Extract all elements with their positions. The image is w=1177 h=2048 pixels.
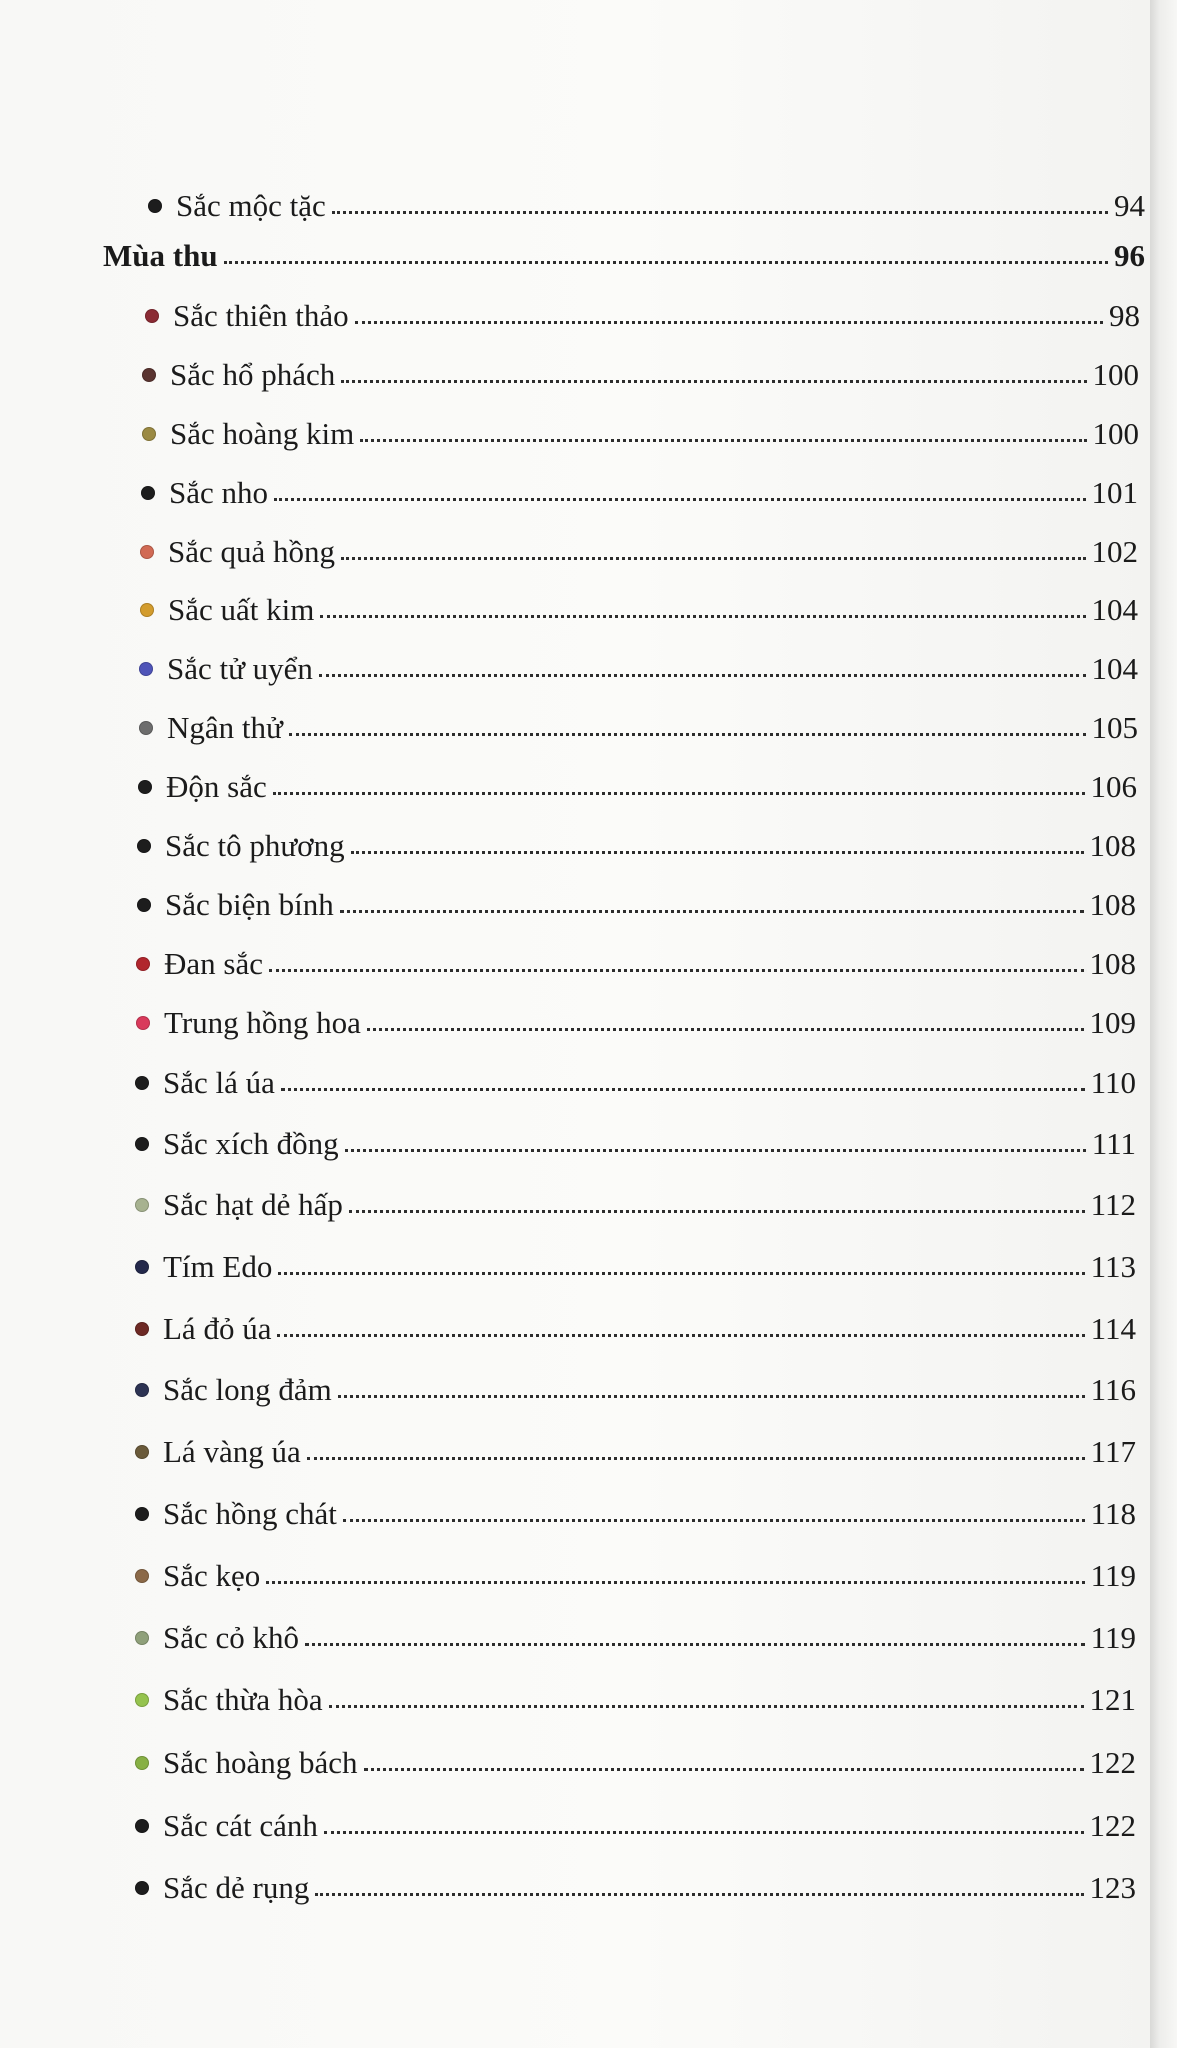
toc-entry bbox=[135, 1189, 1136, 1220]
toc-label: Sắc quả hồng bbox=[168, 534, 336, 569]
toc-entry bbox=[138, 771, 1137, 802]
toc-label: Sắc lá úa bbox=[163, 1065, 275, 1100]
toc-page-number: 109 bbox=[1089, 1005, 1136, 1040]
toc-entry bbox=[148, 190, 1145, 221]
toc-page-number: 119 bbox=[1090, 1620, 1136, 1655]
toc-label: Sắc biện bính bbox=[165, 887, 334, 922]
dot-leader bbox=[281, 1088, 1085, 1091]
toc-label: Sắc hạt dẻ hấp bbox=[163, 1187, 343, 1222]
toc-page-number: 108 bbox=[1089, 887, 1136, 922]
toc-label: Sắc cỏ khô bbox=[163, 1620, 300, 1655]
bullet-icon bbox=[135, 1569, 149, 1583]
dot-leader bbox=[355, 321, 1103, 324]
toc-entry bbox=[135, 1128, 1136, 1159]
dot-leader bbox=[224, 261, 1108, 264]
bullet-icon bbox=[139, 662, 153, 676]
toc-page-number: 102 bbox=[1091, 534, 1138, 569]
toc-page-number: 108 bbox=[1089, 946, 1136, 981]
dot-leader bbox=[319, 674, 1086, 677]
toc-label: Ngân thử bbox=[167, 710, 283, 745]
toc-label: Đan sắc bbox=[164, 946, 263, 981]
toc-label: Sắc kẹo bbox=[163, 1558, 261, 1593]
bullet-icon bbox=[135, 1881, 149, 1895]
toc-section-heading bbox=[103, 240, 1145, 271]
dot-leader bbox=[329, 1705, 1084, 1708]
toc-label: Sắc dẻ rụng bbox=[163, 1870, 310, 1905]
dot-leader bbox=[320, 615, 1085, 618]
dot-leader bbox=[340, 910, 1084, 913]
toc-entry bbox=[137, 889, 1136, 920]
toc-page-number: 119 bbox=[1090, 1558, 1136, 1593]
toc-label: Sắc nho bbox=[169, 475, 269, 510]
toc-page-number: 101 bbox=[1091, 475, 1138, 510]
dot-leader bbox=[349, 1210, 1085, 1213]
toc-entry bbox=[135, 1684, 1136, 1715]
toc-label: Sắc long đảm bbox=[163, 1372, 332, 1407]
toc-label: Sắc hoàng kim bbox=[170, 416, 355, 451]
dot-leader bbox=[289, 733, 1086, 736]
dot-leader bbox=[324, 1831, 1084, 1834]
bullet-icon bbox=[142, 368, 156, 382]
bullet-icon bbox=[135, 1756, 149, 1770]
bullet-icon bbox=[138, 780, 152, 794]
page-edge-shadow bbox=[1150, 0, 1177, 2048]
toc-label: Trung hồng hoa bbox=[164, 1005, 361, 1040]
toc-page-number: 98 bbox=[1109, 298, 1140, 333]
bullet-icon bbox=[135, 1631, 149, 1645]
dot-leader bbox=[315, 1893, 1083, 1896]
bullet-icon bbox=[137, 898, 151, 912]
toc-entry bbox=[135, 1436, 1136, 1467]
toc-entry bbox=[140, 594, 1138, 625]
bullet-icon bbox=[140, 545, 154, 559]
bullet-icon bbox=[135, 1137, 149, 1151]
toc-entry bbox=[142, 418, 1139, 449]
toc-page-number: 122 bbox=[1089, 1808, 1136, 1843]
toc-label: Sắc tử uyển bbox=[167, 651, 313, 686]
toc-label: Độn sắc bbox=[166, 769, 267, 804]
dot-leader bbox=[277, 1334, 1084, 1337]
toc-page-number: 122 bbox=[1089, 1745, 1136, 1780]
dot-leader bbox=[305, 1643, 1085, 1646]
toc-label: Sắc uất kim bbox=[168, 592, 315, 627]
bullet-icon bbox=[136, 1016, 150, 1030]
dot-leader bbox=[269, 969, 1084, 972]
toc-label: Sắc thừa hòa bbox=[163, 1682, 323, 1717]
bullet-icon bbox=[135, 1507, 149, 1521]
toc-page-number: 111 bbox=[1091, 1126, 1136, 1161]
toc-page-number: 118 bbox=[1090, 1496, 1136, 1531]
toc-page-number: 104 bbox=[1091, 592, 1138, 627]
bullet-icon bbox=[135, 1076, 149, 1090]
toc-page-number: 113 bbox=[1090, 1249, 1136, 1284]
toc-label: Sắc hồng chát bbox=[163, 1496, 337, 1531]
dot-leader bbox=[367, 1028, 1084, 1031]
toc-entry bbox=[135, 1747, 1136, 1778]
toc-entry bbox=[137, 830, 1136, 861]
bullet-icon bbox=[145, 309, 159, 323]
toc-entry bbox=[135, 1810, 1136, 1841]
toc-entry bbox=[136, 1007, 1136, 1038]
toc-label: Sắc mộc tặc bbox=[176, 188, 326, 223]
bullet-icon bbox=[148, 199, 162, 213]
bullet-icon bbox=[137, 839, 151, 853]
toc-label: Sắc cát cánh bbox=[163, 1808, 318, 1843]
toc-label: Sắc hoàng bách bbox=[163, 1745, 358, 1780]
dot-leader bbox=[360, 439, 1086, 442]
toc-entry bbox=[135, 1374, 1136, 1405]
dot-leader bbox=[343, 1519, 1085, 1522]
bullet-icon bbox=[135, 1383, 149, 1397]
toc-page-number: 123 bbox=[1089, 1870, 1136, 1905]
toc-entry bbox=[135, 1067, 1136, 1098]
toc-page-number: 112 bbox=[1090, 1187, 1136, 1222]
bullet-icon bbox=[135, 1260, 149, 1274]
toc-entry bbox=[141, 477, 1138, 508]
toc-page-number: 108 bbox=[1089, 828, 1136, 863]
toc-entry bbox=[142, 359, 1139, 390]
toc-entry bbox=[136, 948, 1136, 979]
dot-leader bbox=[332, 211, 1108, 214]
dot-leader bbox=[351, 851, 1084, 854]
toc-page-number: 100 bbox=[1092, 357, 1139, 392]
toc-page-number: 114 bbox=[1090, 1311, 1136, 1346]
toc-entry bbox=[140, 536, 1138, 567]
bullet-icon bbox=[135, 1198, 149, 1212]
toc-page-number: 100 bbox=[1092, 416, 1139, 451]
toc-page-number: 104 bbox=[1091, 651, 1138, 686]
bullet-icon bbox=[139, 721, 153, 735]
toc-page-number: 117 bbox=[1090, 1434, 1136, 1469]
bullet-icon bbox=[142, 427, 156, 441]
toc-page-number: 94 bbox=[1114, 188, 1145, 223]
toc-label: Lá đỏ úa bbox=[163, 1311, 272, 1346]
toc-entry bbox=[135, 1622, 1136, 1653]
toc-page-number: 110 bbox=[1090, 1065, 1136, 1100]
toc-page-number: 96 bbox=[1114, 238, 1145, 273]
toc-page-number: 106 bbox=[1090, 769, 1137, 804]
bullet-icon bbox=[135, 1322, 149, 1336]
toc-page-number: 121 bbox=[1089, 1682, 1136, 1717]
dot-leader bbox=[307, 1457, 1085, 1460]
toc-entry bbox=[135, 1313, 1136, 1344]
toc-entry bbox=[135, 1498, 1136, 1529]
toc-label: Sắc tô phương bbox=[165, 828, 345, 863]
bullet-icon bbox=[135, 1819, 149, 1833]
dot-leader bbox=[338, 1395, 1085, 1398]
dot-leader bbox=[345, 1149, 1086, 1152]
bullet-icon bbox=[141, 486, 155, 500]
toc-label: Sắc thiên thảo bbox=[173, 298, 349, 333]
dot-leader bbox=[266, 1581, 1084, 1584]
toc-label: Mùa thu bbox=[103, 238, 218, 273]
toc-page-number: 105 bbox=[1091, 710, 1138, 745]
bullet-icon bbox=[135, 1445, 149, 1459]
dot-leader bbox=[341, 557, 1085, 560]
dot-leader bbox=[364, 1768, 1084, 1771]
bullet-icon bbox=[135, 1693, 149, 1707]
dot-leader bbox=[273, 792, 1085, 795]
bullet-icon bbox=[140, 603, 154, 617]
toc-page-number: 116 bbox=[1090, 1372, 1136, 1407]
toc-entry bbox=[139, 653, 1138, 684]
bullet-icon bbox=[136, 957, 150, 971]
dot-leader bbox=[341, 380, 1086, 383]
toc-label: Sắc hổ phách bbox=[170, 357, 336, 392]
toc-label: Tím Edo bbox=[163, 1249, 273, 1284]
toc-entry bbox=[135, 1251, 1136, 1282]
toc-entry bbox=[139, 712, 1138, 743]
toc-entry bbox=[135, 1872, 1136, 1903]
dot-leader bbox=[274, 498, 1085, 501]
dot-leader bbox=[278, 1272, 1084, 1275]
toc-entry bbox=[135, 1560, 1136, 1591]
toc-label: Lá vàng úa bbox=[163, 1434, 301, 1469]
toc-entry bbox=[145, 300, 1140, 331]
toc-label: Sắc xích đồng bbox=[163, 1126, 339, 1161]
